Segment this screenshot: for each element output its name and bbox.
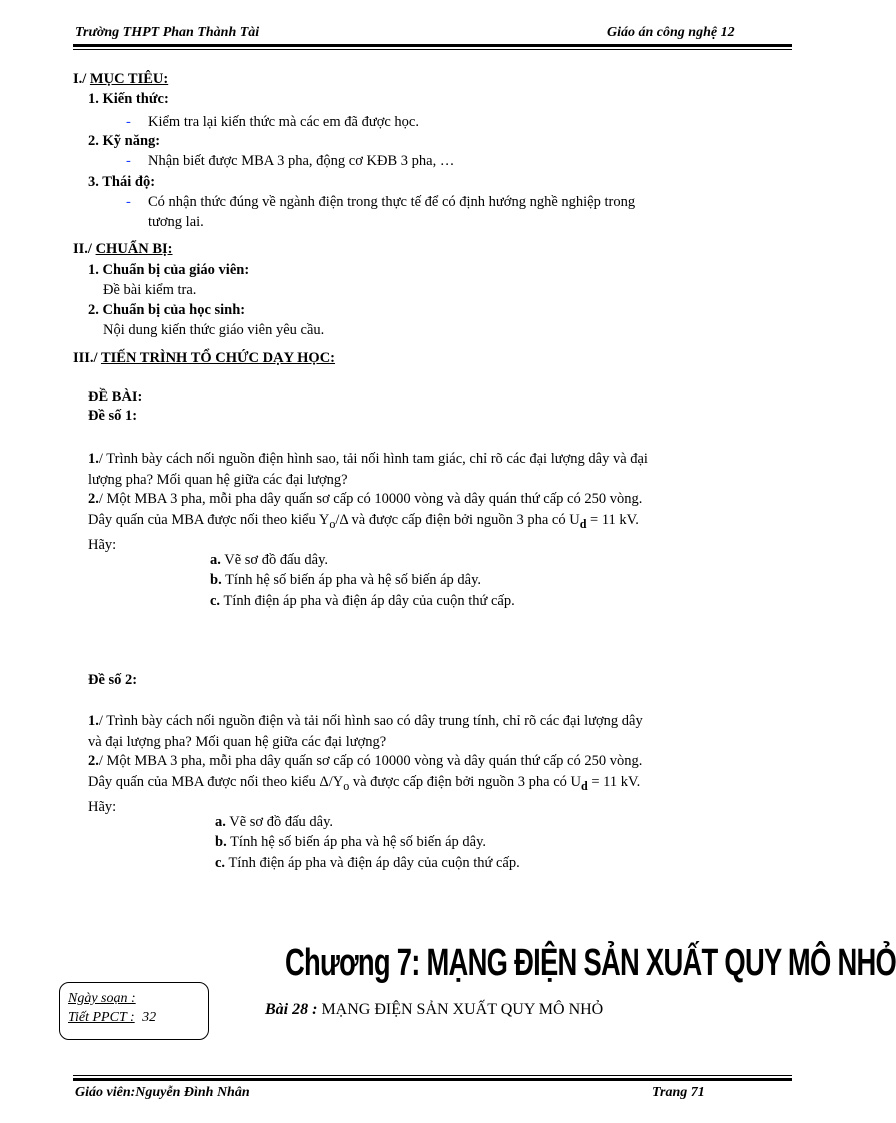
subheading-gv: 1. Chuẩn bị của giáo viên: [88, 262, 250, 278]
de-bai-heading: ĐỀ BÀI: [88, 389, 143, 405]
subheading-hs: 2. Chuẩn bị của học sinh: [88, 302, 246, 318]
dash-bullet: - [126, 153, 131, 169]
de1-heading: Đề số 1: [88, 408, 138, 424]
footer-rule-thick [73, 1078, 792, 1081]
ngay-soan-label: Ngày soạn : [68, 991, 136, 1006]
section-title: TIẾN TRÌNH TỔ CHỨC DẠY HỌC: [100, 350, 336, 366]
de1-item-c: c. Tính điện áp pha và điện áp dây của cuộn thứ cấp. [210, 593, 515, 609]
de2-question-1: 1./ Trình bày cách nối nguồn điện và tải nối hình sao có dây trung tính, chỉ rõ các đại lượng dây và đại lượng pha? Mối quan hệ giữa các đại lượng? [88, 713, 643, 750]
lesson-info-box [59, 982, 209, 1040]
section-number: II./ [73, 241, 92, 257]
de1-item-b: b. Tính hệ số biến áp pha và hệ số biến áp dây. [210, 572, 482, 588]
header-rule-thin [73, 49, 792, 50]
header-rule-thick [73, 44, 792, 47]
section-number: III./ [73, 350, 98, 366]
section-title: CHUẨN BỊ: [95, 241, 173, 257]
chapter-title: Chương 7: MẠNG ĐIỆN SẢN XUẤT QUY MÔ NHỎ [285, 942, 896, 984]
subheading-ky-nang: 2. Kỹ năng: [88, 133, 161, 149]
list-item: - Kiểm tra lại kiến thức mà các em đã được học. [126, 114, 419, 130]
de1-question-2: 2./ Một MBA 3 pha, mỗi pha dây quấn sơ cấp có 10000 vòng và dây quán thứ cấp có 250 vòng. Dây quấn của MBA được nối theo kiểu $Y_o/\Delta$ và được cấp điện bởi nguồn 3 pha có $U_d = 11$ kV. Hãy: [88, 491, 643, 553]
de1-question-1: 1./ Trình bày cách nối nguồn điện hình sao, tải nối hình tam giác, chỉ rõ các đại lượng dây và đại lượng pha? Mối quan hệ giữa các đại lượng? [88, 451, 648, 488]
subheading-kien-thuc: 1. Kiến thức: [88, 91, 169, 107]
footer-teacher: Giáo viên:Nguyễn Đình Nhân [75, 1085, 250, 1100]
header-school: Trường THPT Phan Thành Tài [75, 25, 260, 40]
de2-item-b: b. Tính hệ số biến áp pha và hệ số biến áp dây. [215, 834, 487, 850]
footer-page: Trang 71 [652, 1085, 705, 1100]
section-chuan-bi [73, 241, 173, 258]
list-item-continued: tương lai. [148, 214, 204, 230]
tiet-ppct: Tiết PPCT : 32 [68, 1010, 157, 1025]
dash-bullet: - [126, 194, 131, 210]
section-tien-trinh [73, 350, 335, 367]
de1-item-a: a. Vẽ sơ đồ đấu dây. [210, 552, 329, 568]
header-subject: Giáo án công nghệ 12 [607, 25, 735, 40]
de2-item-a: a. Vẽ sơ đồ đấu dây. [215, 814, 334, 830]
section-muc-tieu [73, 71, 168, 88]
list-item: - Có nhận thức đúng về ngành điện trong thực tế để có định hướng nghề nghiệp trong [126, 194, 636, 210]
subheading-thai-do: 3. Thái độ: [88, 174, 156, 190]
section-title: MỤC TIÊU: [89, 71, 169, 87]
de2-heading: Đề số 2: [88, 672, 138, 688]
dash-bullet: - [126, 114, 131, 130]
list-item: - Nhận biết được MBA 3 pha, động cơ KĐB 3 pha, … [126, 153, 455, 169]
de2-item-c: c. Tính điện áp pha và điện áp dây của cuộn thứ cấp. [215, 855, 520, 871]
hs-text: Nội dung kiến thức giáo viên yêu cầu. [103, 322, 325, 338]
gv-text: Đề bài kiểm tra. [103, 282, 197, 298]
de2-question-2: 2./ Một MBA 3 pha, mỗi pha dây quấn sơ cấp có 10000 vòng và dây quán thứ cấp có 250 vòng. Dây quấn của MBA được nối theo kiểu $\Delta/Y_o$ và được cấp điện bởi nguồn 3 pha có $U_d = 11$ kV. Hãy: [88, 753, 643, 815]
footer-rule-thin [73, 1075, 792, 1076]
lesson-title: Bài 28 : MẠNG ĐIỆN SẢN XUẤT QUY MÔ NHỎ [265, 1001, 604, 1018]
section-number: I./ [73, 71, 87, 87]
